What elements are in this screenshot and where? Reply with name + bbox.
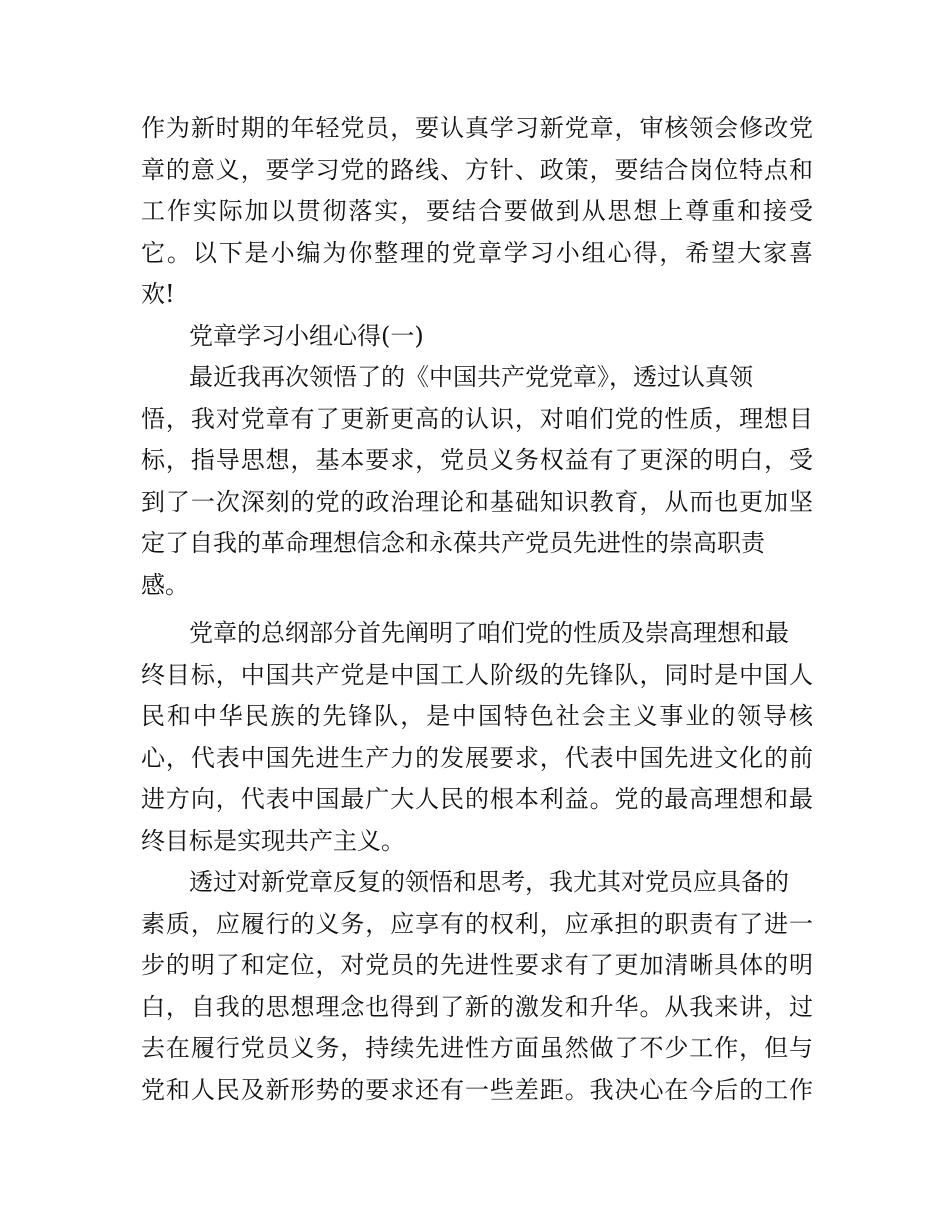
text-line: 标，指导思想，基本要求，党员义务权益有了更深的明白，受	[141, 446, 813, 474]
paragraph-1	[141, 357, 813, 606]
paragraph-spacer	[141, 606, 813, 613]
text-line: 作为新时期的年轻党员，要认真学习新党章，审核领会修改党	[141, 114, 813, 142]
text-line: 定了自我的革命理想信念和永葆共产党员先进性的崇高职责	[141, 529, 765, 557]
text-line: 工作实际加以贯彻落实，要结合要做到从思想上尊重和接受	[141, 197, 813, 225]
text-line: 悟，我对党章有了更新更高的认识，对咱们党的性质，理想目	[141, 404, 813, 433]
text-line: 去在履行党员义务，持续先进性方面虽然做了不少工作，但与	[141, 1034, 813, 1062]
text-line: 白，自我的思想理念也得到了新的激发和升华。从我来讲，过	[141, 992, 813, 1021]
text-line: 到了一次深刻的党的政治理论和基础知识教育，从而也更加坚	[141, 487, 813, 516]
section-title: 党章学习小组心得(一)	[189, 321, 424, 350]
text-line: 最近我再次领悟了的《中国共产党党章》，透过认真领	[189, 363, 753, 391]
text-line: 透过对新党章反复的领悟和思考，我尤其对党员应具备的	[189, 868, 789, 896]
text-line: 党章的总纲部分首先阐明了咱们党的性质及崇高理想和最	[189, 619, 789, 647]
text-line: 它。以下是小编为你整理的党章学习小组心得，希望大家喜	[141, 238, 813, 267]
text-line: 欢!	[141, 280, 175, 308]
text-line: 心，代表中国先进生产力的发展要求，代表中国先进文化的前	[141, 743, 813, 772]
paragraph-3	[141, 862, 813, 1111]
text-line: 章的意义，要学习党的路线、方针、政策，要结合岗位特点和	[141, 155, 813, 184]
text-line: 党和人民及新形势的要求还有一些差距。我决心在今后的工作	[141, 1075, 813, 1104]
paragraph-2	[141, 613, 813, 862]
text-line: 感。	[141, 570, 189, 599]
document-body	[141, 108, 813, 1111]
text-line: 终目标是实现共产主义。	[141, 826, 405, 855]
intro-paragraph	[141, 108, 813, 316]
text-line: 进方向，代表中国最广大人民的根本利益。党的最高理想和最	[141, 785, 813, 813]
text-line: 民和中华民族的先锋队，是中国特色社会主义事业的领导核	[141, 702, 813, 730]
text-line: 素质，应履行的义务，应享有的权利，应承担的职责有了进一	[141, 909, 813, 938]
text-line: 步的明了和定位，对党员的先进性要求有了更加清晰具体的明	[141, 951, 813, 979]
text-line: 终目标，中国共产党是中国工人阶级的先锋队，同时是中国人	[141, 660, 813, 689]
